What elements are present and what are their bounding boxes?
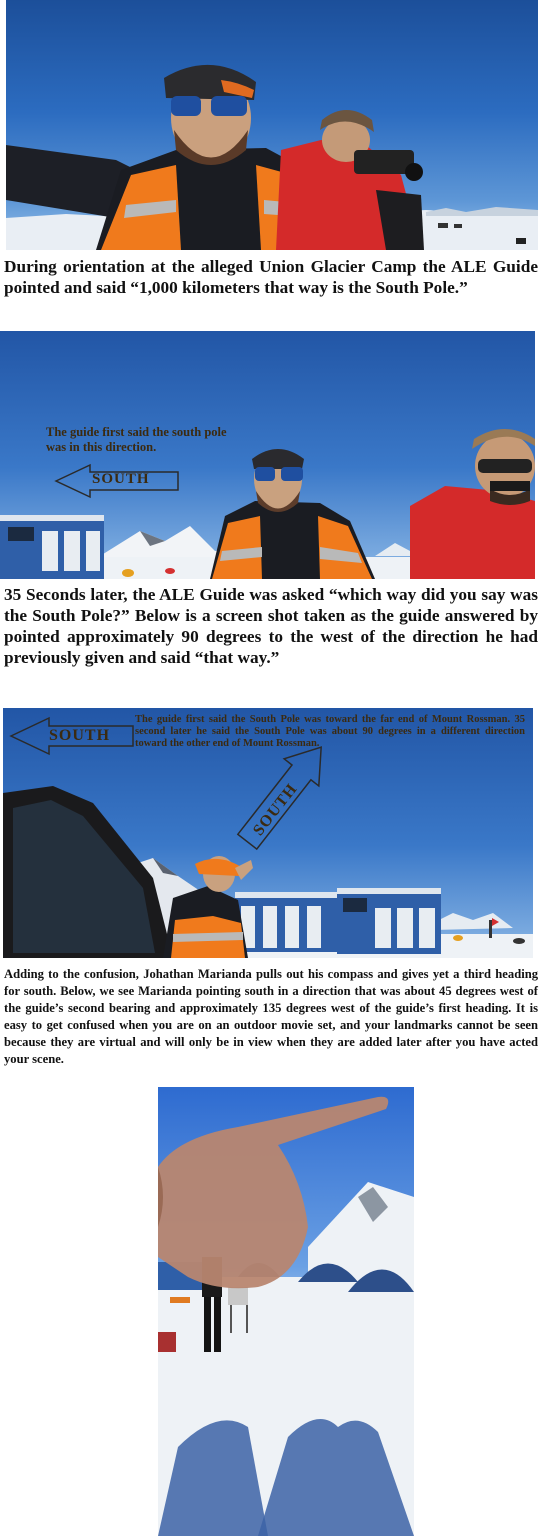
south-arrow-diag-label: SOUTH: [249, 780, 301, 840]
photo-compass-pointing-scene: [158, 1087, 414, 1536]
panel3-annotation: The guide first said the South Pole was toward the far end of Mount Rossman. 35 second later he said the South Pole was about 90 degrees in a different direction toward the other end of Mount Rossman.: [135, 714, 525, 749]
caption-second-heading: 35 Seconds later, the ALE Guide was asked “which way did you say was the South Pole?” Below is a screen shot taken as the guide answered by pointed approximately 90 degrees to the west of the direction he had previously given and said “that way.”: [4, 585, 538, 667]
caption-first-heading: During orientation at the alleged Union Glacier Camp the ALE Guide pointed and said “1,000 kilometers that way is the South Pole.”: [4, 257, 538, 297]
south-arrow-left-label: SOUTH: [92, 471, 150, 487]
south-arrow-first-label: SOUTH: [49, 727, 111, 744]
photo-guide-pointing: [6, 0, 538, 250]
photo-first-direction: [0, 331, 535, 579]
panel2-annotation: The guide first said the south pole was in this direction.: [46, 425, 227, 454]
photo-second-direction: [3, 708, 533, 958]
photo-guide-pointing-scene: [6, 0, 538, 250]
photo-compass-pointing: [158, 1087, 414, 1536]
photo-first-direction-scene: [0, 331, 535, 579]
caption-third-heading: Adding to the confusion, Johathan Marianda pulls out his compass and gives yet a third heading for south. Below, we see Marianda pointing south in a direction that was about 45 degrees west of the guide’s second bearing and approximately 135 degrees west of the guide’s first heading. It is easy to get confused when you are on an outdoor movie set, and your landmarks cannot be seen because they are virtual and will only be in view when they are added later after you have acted your scene.: [4, 967, 538, 1066]
